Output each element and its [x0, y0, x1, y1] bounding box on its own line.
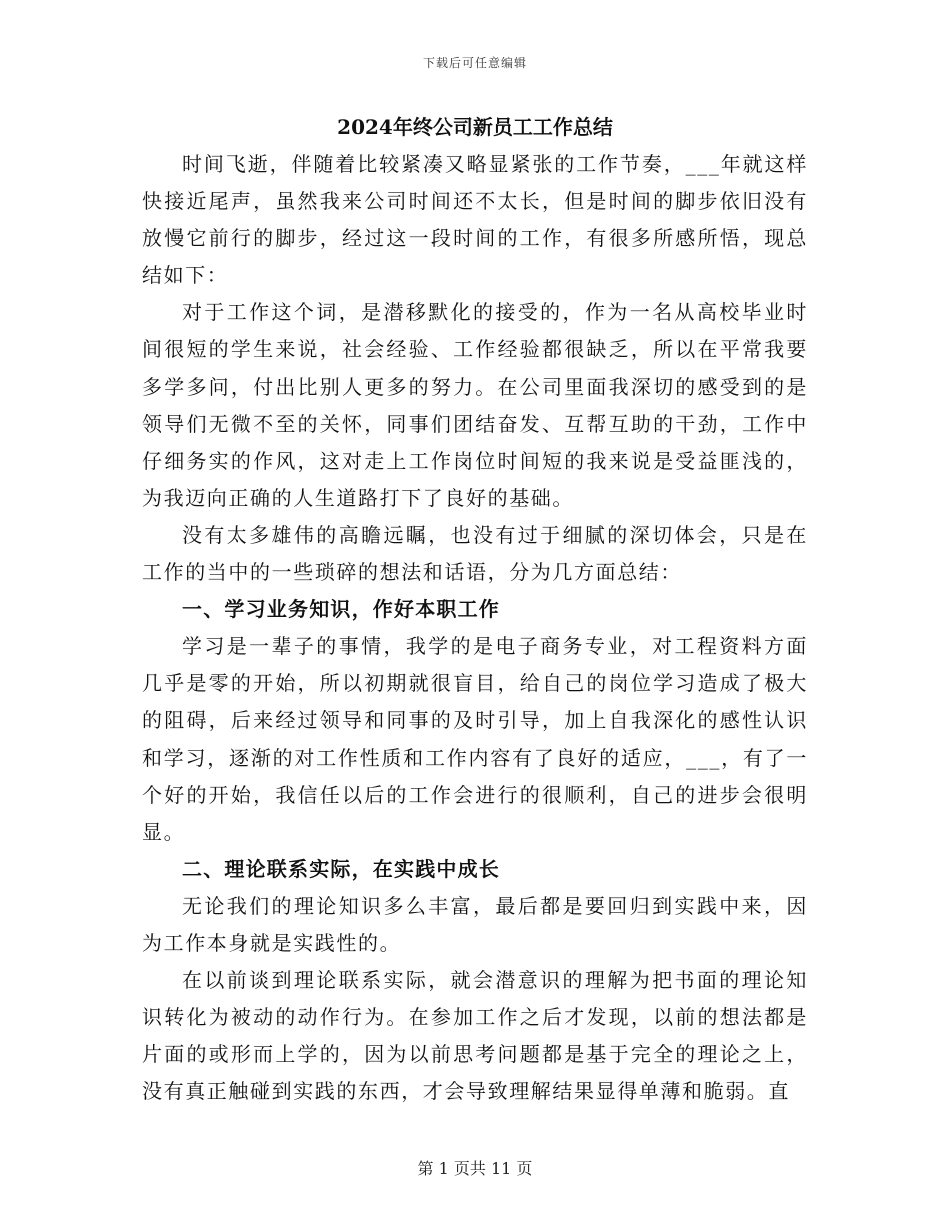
- body-paragraph: 没有太多雄伟的高瞻远瞩，也没有过于细腻的深切体会，只是在工作的当中的一些琐碎的想法和话语，分为几方面总结：: [142, 522, 808, 585]
- intro-paragraph: 时间飞逝，伴随着比较紧凑又略显紧张的工作节奏，___年就这样快接近尾声，虽然我来公司时间还不太长，但是时间的脚步依旧没有放慢它前行的脚步，经过这一段时间的工作，有很多所感所悟，现总结如下：: [142, 152, 808, 288]
- section-heading-1: 一、学习业务知识，作好本职工作: [182, 597, 500, 622]
- section2-paragraph: 在以前谈到理论联系实际，就会潜意识的理解为把书面的理论知识转化为被动的动作行为。在参加工作之后才发现，以前的想法都是片面的或形而上学的，因为以前思考问题都是基于完全的理论之上，没有真正触碰到实践的东西，才会导致理解结果显得单薄和脆弱。直: [142, 968, 808, 1104]
- document-title: 2024年终公司新员工工作总结: [337, 115, 613, 139]
- section-heading-2: 二、理论联系实际，在实践中成长: [182, 856, 500, 881]
- page-number: 第 1 页共 11 页: [417, 1159, 533, 1178]
- section1-paragraph: 学习是一辈子的事情，我学的是电子商务专业，对工程资料方面几乎是零的开始，所以初期就很盲目，给自己的岗位学习造成了极大的阻碍，后来经过领导和同事的及时引导，加上自我深化的感性认识和学习，逐渐的对工作性质和工作内容有了良好的适应，___，有了一个好的开始，我信任以后的工作会进行的很顺利，自己的进步会很明显。: [142, 634, 808, 844]
- page-header-note: 下载后可任意编辑: [422, 56, 527, 70]
- document-body: [142, 146, 808, 1110]
- section2-paragraph: 无论我们的理论知识多么丰富，最后都是要回归到实践中来，因为工作本身就是实践性的。: [142, 893, 808, 955]
- body-paragraph: 对于工作这个词，是潜移默化的接受的，作为一名从高校毕业时间很短的学生来说，社会经验、工作经验都很缺乏，所以在平常我要多学多问，付出比别人更多的努力。在公司里面我深切的感受到的是领导们无微不至的关怀，同事们团结奋发、互帮互助的干劲，工作中仔细务实的作风，这对走上工作岗位时间短的我来说是受益匪浅的，为我迈向正确的人生道路打下了良好的基础。: [142, 300, 808, 510]
